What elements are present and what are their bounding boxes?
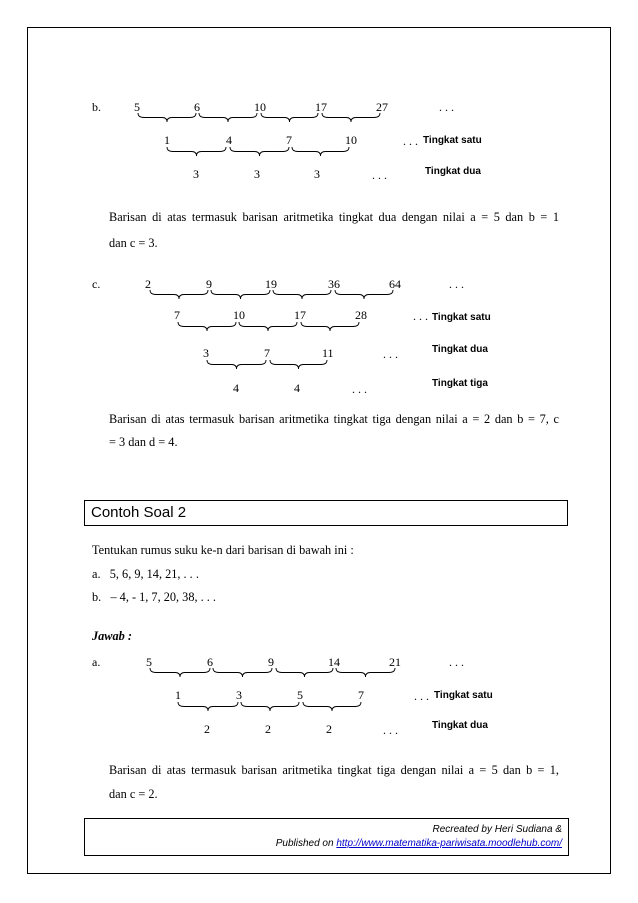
c-row1-ellipsis: . . .	[449, 277, 464, 291]
c-level2-label: Tingkat dua	[432, 344, 488, 355]
b-row3-ellipsis: . . .	[372, 168, 387, 182]
section-heading-box	[84, 500, 568, 526]
ans-row3-term: 2	[265, 722, 271, 736]
b-row1-term: 17	[315, 100, 327, 114]
b-row2-ellipsis: . . .	[403, 134, 418, 148]
b-row3-term: 3	[314, 167, 320, 181]
c-row3-term: 3	[203, 346, 209, 360]
c-row1-term: 9	[206, 277, 212, 291]
c-row2-term: 28	[355, 308, 367, 322]
b-row2-term: 4	[226, 133, 232, 147]
c-conclusion-line1: Barisan di atas termasuk barisan aritmetika tingkat tiga dengan nilai a = 2 dan b = 7, c	[109, 412, 559, 426]
footer-published	[276, 838, 562, 849]
ans-row2-term: 7	[358, 688, 364, 702]
ans-row1-term: 21	[389, 655, 401, 669]
c-row1-term: 64	[389, 277, 401, 291]
answer-title: Jawab :	[92, 629, 132, 643]
b-row3-term: 3	[254, 167, 260, 181]
problem-b: b. – 4, - 1, 7, 20, 38, . . .	[92, 590, 216, 604]
c-level3-label: Tingkat tiga	[432, 378, 488, 389]
example-c-label: c.	[92, 277, 101, 291]
ans-row1-term: 9	[268, 655, 274, 669]
ans-conclusion-line2: dan c = 2.	[109, 787, 158, 801]
footer-published-prefix: Published on	[275, 838, 337, 849]
ans-row1-term: 6	[207, 655, 213, 669]
ans-level1-label: Tingkat satu	[434, 690, 493, 701]
c-row2-term: 17	[294, 308, 306, 322]
c-row4-term: 4	[294, 381, 300, 395]
ans-row3-ellipsis: . . .	[383, 723, 398, 737]
problem-a: a. 5, 6, 9, 14, 21, . . .	[92, 567, 199, 581]
ans-row1-term: 14	[328, 655, 340, 669]
example-b-label: b.	[92, 100, 101, 114]
b-conclusion-line1: Barisan di atas termasuk barisan aritmetika tingkat dua dengan nilai a = 5 dan b = 1	[109, 210, 559, 224]
b-level1-label: Tingkat satu	[423, 135, 482, 146]
section-heading: Contoh Soal 2	[91, 504, 187, 521]
c-row4-term: 4	[233, 381, 239, 395]
footer-box	[84, 818, 569, 856]
c-row2-term: 7	[174, 308, 180, 322]
ans-row3-term: 2	[326, 722, 332, 736]
b-row1-term: 27	[376, 100, 388, 114]
ans-row2-term: 5	[297, 688, 303, 702]
ans-row3-term: 2	[204, 722, 210, 736]
b-row1-ellipsis: . . .	[439, 100, 454, 114]
c-row1-term: 2	[145, 277, 151, 291]
b-level2-label: Tingkat dua	[425, 166, 481, 177]
b-conclusion-line2: dan c = 3.	[109, 236, 158, 250]
b-row2-term: 1	[164, 133, 170, 147]
b-row1-term: 5	[134, 100, 140, 114]
c-row2-term: 10	[233, 308, 245, 322]
ans-row1-term: 5	[146, 655, 152, 669]
answer-a-label: a.	[92, 655, 101, 669]
footer-link[interactable]: http://www.matematika-pariwisata.moodlehub.com/	[336, 838, 562, 849]
c-row1-term: 36	[328, 277, 340, 291]
ans-level2-label: Tingkat dua	[432, 720, 488, 731]
c-row3-term: 11	[322, 346, 334, 360]
ans-conclusion-line1: Barisan di atas termasuk barisan aritmetika tingkat tiga dengan nilai a = 5 dan b = 1,	[109, 763, 559, 777]
ans-row2-ellipsis: . . .	[414, 689, 429, 703]
c-row3-ellipsis: . . .	[383, 347, 398, 361]
c-conclusion-line2: = 3 dan d = 4.	[109, 435, 178, 449]
ans-row2-term: 1	[175, 688, 181, 702]
c-row4-ellipsis: . . .	[352, 382, 367, 396]
b-row1-term: 6	[194, 100, 200, 114]
ans-row1-ellipsis: . . .	[449, 655, 464, 669]
b-row1-term: 10	[254, 100, 266, 114]
b-row3-term: 3	[193, 167, 199, 181]
c-row2-ellipsis: . . .	[413, 309, 428, 323]
ans-row2-term: 3	[236, 688, 242, 702]
footer-credit: Recreated by Heri Sudiana &	[432, 824, 562, 835]
b-row2-term: 7	[286, 133, 292, 147]
c-row1-term: 19	[265, 277, 277, 291]
c-level1-label: Tingkat satu	[432, 312, 491, 323]
problem-intro: Tentukan rumus suku ke-n dari barisan di bawah ini :	[92, 543, 354, 557]
b-row2-term: 10	[345, 133, 357, 147]
c-row3-term: 7	[264, 346, 270, 360]
